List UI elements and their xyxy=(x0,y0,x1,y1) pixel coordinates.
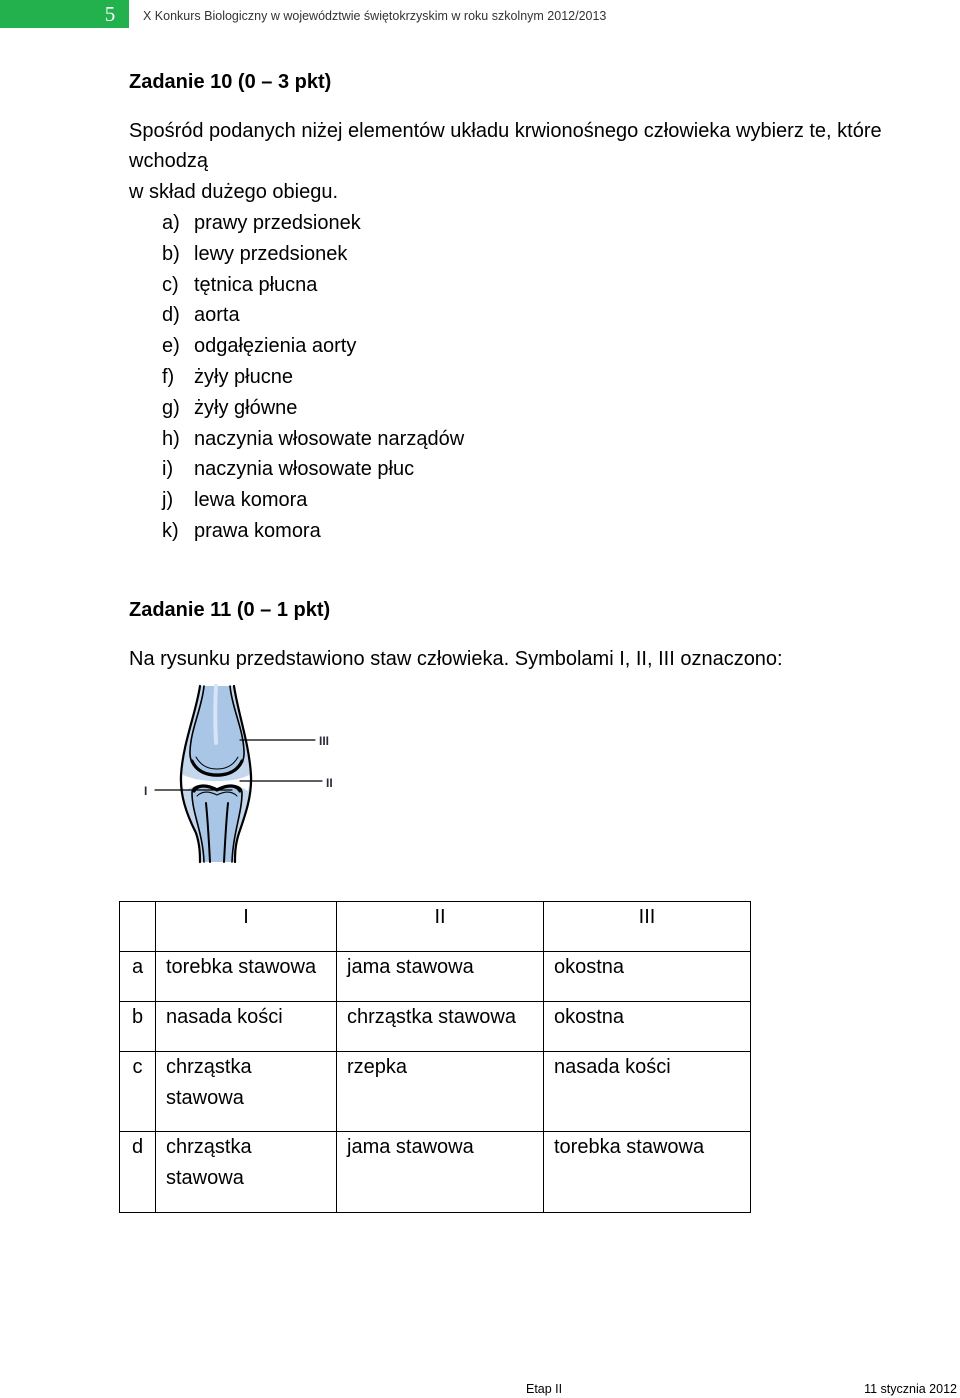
footer-stage: Etap II xyxy=(526,1382,563,1396)
task-11-instruction-line: Na rysunku przedstawiono staw człowieka. Symbolami I, II, III oznaczono: xyxy=(129,647,783,670)
table-row xyxy=(120,1052,751,1132)
option-letter: a) xyxy=(162,211,180,234)
option-item xyxy=(129,270,882,301)
option-text: naczynia włosowate narządów xyxy=(194,427,465,450)
cell-answer-iii: nasada kości xyxy=(544,1052,751,1132)
column-header-i: I xyxy=(156,902,337,952)
table-row xyxy=(120,952,751,1002)
option-item xyxy=(129,239,882,270)
option-letter: j) xyxy=(162,489,174,512)
option-item xyxy=(129,393,882,424)
table-row xyxy=(120,1132,751,1213)
option-text: tętnica płucna xyxy=(194,273,318,296)
cell-answer-ii: rzepka xyxy=(337,1052,544,1132)
task-10-instruction-line: wchodzą xyxy=(129,150,208,173)
table-corner-cell xyxy=(120,902,156,952)
table-row xyxy=(120,1002,751,1052)
upper-bone-marrow-line xyxy=(215,686,216,743)
option-letter: i) xyxy=(162,458,174,481)
option-text: naczynia włosowate płuc xyxy=(194,458,415,481)
option-item xyxy=(129,424,882,455)
option-text: aorta xyxy=(194,304,240,327)
task-10-body xyxy=(129,116,882,547)
cell-answer-i: chrząstka stawowa xyxy=(156,1132,337,1213)
cell-answer-i: chrząstka stawowa xyxy=(156,1052,337,1132)
column-header-iii: III xyxy=(544,902,751,952)
cell-answer-i: torebka stawowa xyxy=(156,952,337,1002)
option-item xyxy=(129,516,882,547)
option-letter: f) xyxy=(162,365,175,388)
option-text: prawy przedsionek xyxy=(194,211,361,234)
answer-table xyxy=(119,901,751,1213)
row-letter: c xyxy=(120,1052,156,1132)
cell-answer-i: nasada kości xyxy=(156,1002,337,1052)
option-letter: h) xyxy=(162,427,180,450)
page-number: 5 xyxy=(104,2,116,26)
joint-diagram xyxy=(140,683,340,865)
option-letter: g) xyxy=(162,396,180,419)
figure-label-iii: III xyxy=(319,734,330,748)
option-letter: d) xyxy=(162,304,180,327)
option-text: lewa komora xyxy=(194,489,308,512)
option-letter: k) xyxy=(162,519,179,542)
running-header-title: X Konkurs Biologiczny w województwie świętokrzyskim w roku szkolnym 2012/2013 xyxy=(143,9,607,23)
page-number-badge xyxy=(0,0,129,28)
option-text: żyły główne xyxy=(194,396,298,419)
option-text: lewy przedsionek xyxy=(194,242,348,265)
option-item xyxy=(129,454,882,485)
figure-label-i: I xyxy=(144,784,148,798)
cell-answer-ii: jama stawowa xyxy=(337,952,544,1002)
footer-date: 11 stycznia 2012 xyxy=(864,1382,957,1396)
cell-answer-iii: okostna xyxy=(544,1002,751,1052)
option-text: żyły płucne xyxy=(194,365,293,388)
option-letter: e) xyxy=(162,335,180,358)
row-letter: d xyxy=(120,1132,156,1213)
task-10-instruction-line: Spośród podanych niżej elementów układu krwionośnego człowieka wybierz te, które xyxy=(129,119,882,142)
task-10-title: Zadanie 10 (0 – 3 pkt) xyxy=(129,70,332,93)
option-item xyxy=(129,300,882,331)
cell-answer-iii: okostna xyxy=(544,952,751,1002)
option-letter: b) xyxy=(162,242,180,265)
row-letter: b xyxy=(120,1002,156,1052)
option-item xyxy=(129,331,882,362)
option-text: prawa komora xyxy=(194,519,321,542)
option-item xyxy=(129,208,882,239)
task-10-instruction-line: w skład dużego obiegu. xyxy=(129,181,339,204)
option-item xyxy=(129,485,882,516)
option-item xyxy=(129,362,882,393)
table-header-row xyxy=(120,902,751,952)
cell-answer-ii: chrząstka stawowa xyxy=(337,1002,544,1052)
cell-answer-ii: jama stawowa xyxy=(337,1132,544,1213)
task-11-title: Zadanie 11 (0 – 1 pkt) xyxy=(129,598,331,621)
cell-answer-iii: torebka stawowa xyxy=(544,1132,751,1213)
option-letter: c) xyxy=(162,273,179,296)
column-header-ii: II xyxy=(337,902,544,952)
figure-label-ii: II xyxy=(326,776,333,790)
option-text: odgałęzienia aorty xyxy=(194,335,357,358)
task-11-instruction xyxy=(129,644,783,675)
row-letter: a xyxy=(120,952,156,1002)
